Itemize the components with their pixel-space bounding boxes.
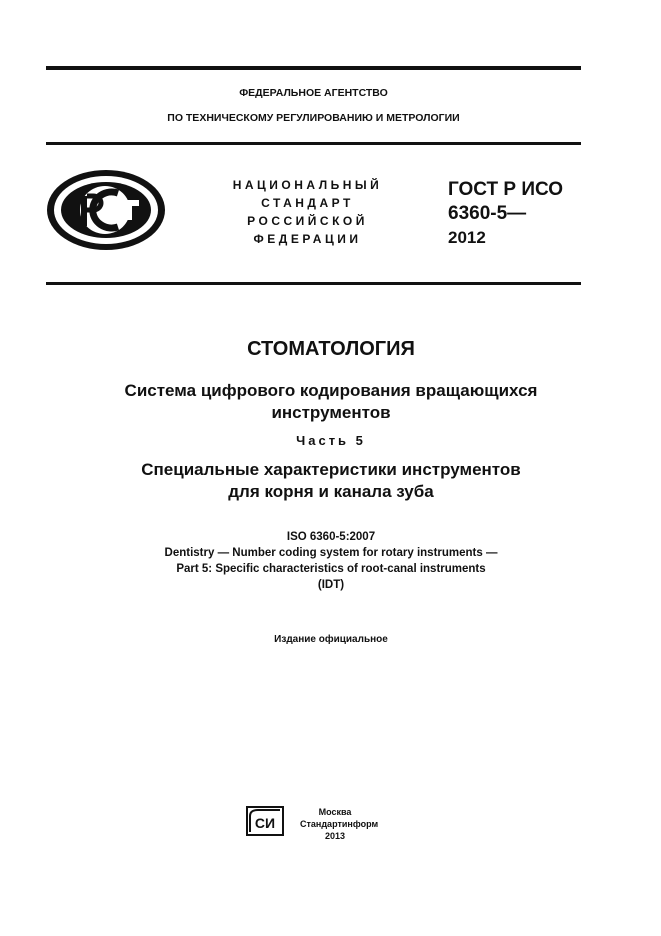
- publisher-name: Стандартинформ: [300, 819, 379, 829]
- publisher-info: [300, 806, 379, 842]
- national-standard-label: [210, 176, 405, 248]
- standard-designation: [448, 178, 563, 250]
- document-title: СТОМАТОЛОГИЯ: [247, 338, 415, 360]
- rst-certification-mark-icon: [45, 168, 167, 252]
- national-line-2: СТАНДАРТ: [261, 196, 354, 210]
- national-line-1: НАЦИОНАЛЬНЫЙ: [232, 178, 383, 192]
- document-subtitle: [46, 380, 616, 424]
- publisher-year: 2013: [324, 831, 346, 841]
- iso-title-line-2: Part 5: Specific characteristics of root-canal instruments: [176, 563, 486, 575]
- title-divider: [46, 282, 581, 285]
- iso-idt: (IDT): [317, 579, 345, 591]
- standartinform-logo-icon: [246, 806, 284, 836]
- designation-line-3: 2012: [448, 228, 486, 247]
- part-title: [46, 459, 616, 503]
- iso-title-line-1: Dentistry — Number coding system for rotary instruments —: [164, 547, 498, 559]
- part-title-line-1: Специальные характеристики инструментов: [141, 460, 521, 479]
- iso-reference: [46, 529, 616, 593]
- subtitle-line-2: инструментов: [271, 403, 391, 422]
- top-rule: [46, 66, 581, 70]
- designation-line-2: 6360-5—: [448, 203, 527, 224]
- publisher-logo-text: СИ: [254, 815, 276, 831]
- publisher-city: Москва: [318, 807, 352, 817]
- header-divider: [46, 142, 581, 145]
- part-number: Часть 5: [296, 433, 366, 448]
- edition-note: Издание официальное: [274, 634, 388, 645]
- part-title-line-2: для корня и канала зуба: [228, 482, 434, 501]
- designation-line-1: ГОСТ Р ИСО: [448, 179, 564, 200]
- national-line-3: РОССИЙСКОЙ: [247, 214, 368, 228]
- agency-name-line2: ПО ТЕХНИЧЕСКОМУ РЕГУЛИРОВАНИЮ И МЕТРОЛОГИИ: [167, 112, 460, 124]
- subtitle-line-1: Система цифрового кодирования вращающихся: [124, 381, 538, 400]
- national-line-4: ФЕДЕРАЦИИ: [253, 232, 362, 246]
- agency-name-line1: ФЕДЕРАЛЬНОЕ АГЕНТСТВО: [239, 87, 388, 99]
- iso-number: ISO 6360-5:2007: [286, 531, 376, 543]
